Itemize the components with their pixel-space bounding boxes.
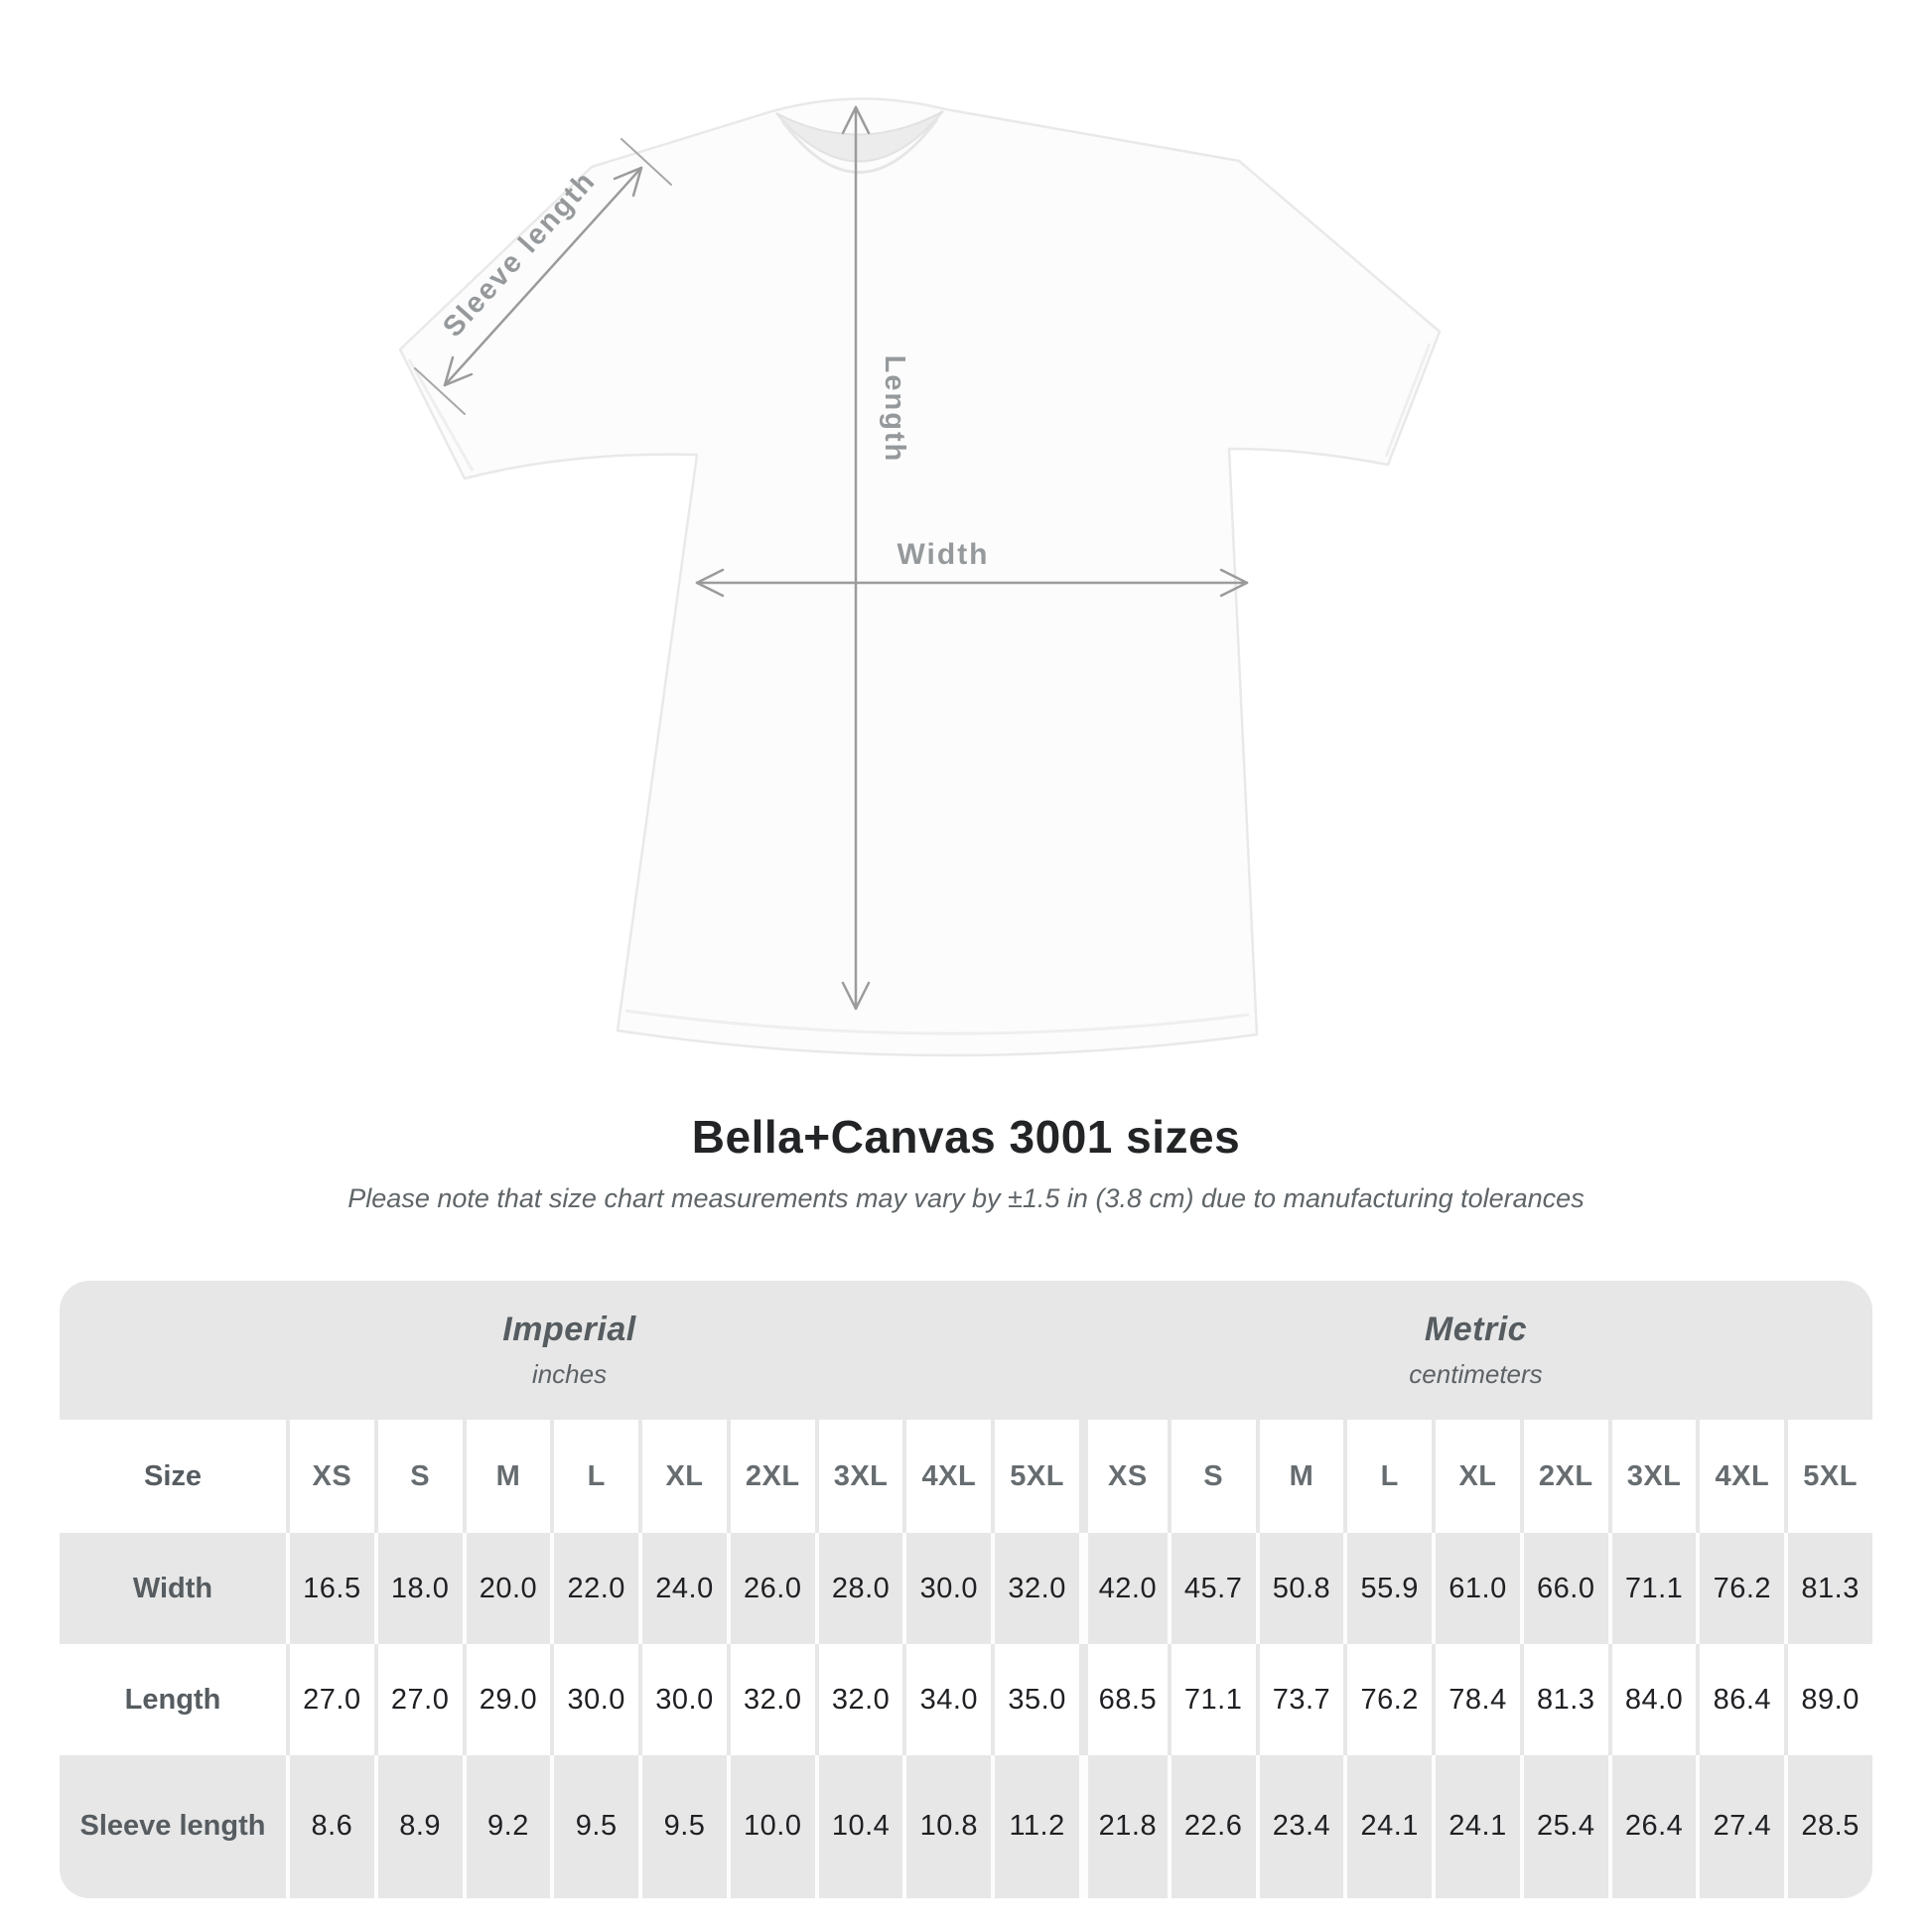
sleeve-metric-4xl: 27.4 <box>1696 1755 1784 1898</box>
size-header-imperial-3xl: 3XL <box>815 1420 903 1533</box>
sleeve-metric-m: 23.4 <box>1256 1755 1344 1898</box>
tshirt-outline <box>400 98 1440 1055</box>
width-imperial-xs: 16.5 <box>286 1533 374 1644</box>
size-header-metric-l: L <box>1343 1420 1432 1533</box>
width-row-label: Width <box>60 1533 286 1644</box>
width-label: Width <box>897 538 990 571</box>
size-header-imperial-5xl: 5XL <box>991 1420 1079 1533</box>
width-imperial-3xl: 28.0 <box>815 1533 903 1644</box>
width-metric-3xl: 71.1 <box>1608 1533 1697 1644</box>
metric-section-unit: centimeters <box>1409 1359 1543 1389</box>
sleeve-imperial-m: 9.2 <box>463 1755 551 1898</box>
sleeve-metric-xl: 24.1 <box>1432 1755 1520 1898</box>
width-metric-5xl: 81.3 <box>1784 1533 1872 1644</box>
sleeve-metric-l: 24.1 <box>1343 1755 1432 1898</box>
sleeve-imperial-xl: 9.5 <box>638 1755 727 1898</box>
page-title: Bella+Canvas 3001 sizes <box>691 1111 1241 1163</box>
length-imperial-3xl: 32.0 <box>815 1644 903 1755</box>
width-metric-l: 55.9 <box>1343 1533 1432 1644</box>
size-header-metric-m: M <box>1256 1420 1344 1533</box>
sleeve-metric-xs: 21.8 <box>1079 1755 1168 1898</box>
sleeve-row-label: Sleeve length <box>60 1755 286 1898</box>
imperial-section-unit: inches <box>531 1359 608 1389</box>
size-table <box>60 1281 1872 1898</box>
sleeve-metric-2xl: 25.4 <box>1520 1755 1608 1898</box>
length-metric-s: 71.1 <box>1168 1644 1256 1755</box>
size-header-imperial-2xl: 2XL <box>727 1420 815 1533</box>
sleeve-imperial-s: 8.9 <box>374 1755 463 1898</box>
length-imperial-5xl: 35.0 <box>991 1644 1079 1755</box>
length-metric-m: 73.7 <box>1256 1644 1344 1755</box>
width-metric-m: 50.8 <box>1256 1533 1344 1644</box>
size-header-imperial-xl: XL <box>638 1420 727 1533</box>
width-metric-xs: 42.0 <box>1079 1533 1168 1644</box>
length-row-label: Length <box>60 1644 286 1755</box>
length-imperial-2xl: 32.0 <box>727 1644 815 1755</box>
length-label: Length <box>879 354 910 464</box>
sleeve-imperial-4xl: 10.8 <box>902 1755 991 1898</box>
imperial-section-title: Imperial <box>502 1311 636 1348</box>
length-metric-3xl: 84.0 <box>1608 1644 1697 1755</box>
metric-section-header <box>1079 1281 1872 1420</box>
size-header-metric-4xl: 4XL <box>1696 1420 1784 1533</box>
length-metric-xs: 68.5 <box>1079 1644 1168 1755</box>
sleeve-imperial-3xl: 10.4 <box>815 1755 903 1898</box>
size-header-metric-xs: XS <box>1079 1420 1168 1533</box>
sleeve-imperial-xs: 8.6 <box>286 1755 374 1898</box>
width-imperial-l: 22.0 <box>550 1533 638 1644</box>
length-imperial-xs: 27.0 <box>286 1644 374 1755</box>
length-metric-2xl: 81.3 <box>1520 1644 1608 1755</box>
size-header-metric-xl: XL <box>1432 1420 1520 1533</box>
sleeve-imperial-5xl: 11.2 <box>991 1755 1079 1898</box>
width-metric-4xl: 76.2 <box>1696 1533 1784 1644</box>
imperial-section-header <box>60 1281 1079 1420</box>
size-header-imperial-l: L <box>550 1420 638 1533</box>
length-imperial-l: 30.0 <box>550 1644 638 1755</box>
sleeve-length-label: Sleeve length <box>437 165 603 344</box>
size-header-imperial-4xl: 4XL <box>902 1420 991 1533</box>
size-header-metric-3xl: 3XL <box>1608 1420 1697 1533</box>
page-subtitle: Please note that size chart measurements may vary by ±1.5 in (3.8 cm) due to manufacturing tolerances <box>347 1183 1585 1213</box>
sleeve-metric-s: 22.6 <box>1168 1755 1256 1898</box>
width-imperial-5xl: 32.0 <box>991 1533 1079 1644</box>
length-metric-4xl: 86.4 <box>1696 1644 1784 1755</box>
width-imperial-4xl: 30.0 <box>902 1533 991 1644</box>
size-header-metric-5xl: 5XL <box>1784 1420 1872 1533</box>
sleeve-imperial-l: 9.5 <box>550 1755 638 1898</box>
size-header-metric-2xl: 2XL <box>1520 1420 1608 1533</box>
width-metric-xl: 61.0 <box>1432 1533 1520 1644</box>
width-imperial-m: 20.0 <box>463 1533 551 1644</box>
length-imperial-s: 27.0 <box>374 1644 463 1755</box>
length-metric-xl: 78.4 <box>1432 1644 1520 1755</box>
length-metric-5xl: 89.0 <box>1784 1644 1872 1755</box>
length-imperial-m: 29.0 <box>463 1644 551 1755</box>
width-imperial-2xl: 26.0 <box>727 1533 815 1644</box>
length-metric-l: 76.2 <box>1343 1644 1432 1755</box>
metric-section-title: Metric <box>1424 1311 1528 1348</box>
size-header-imperial-s: S <box>374 1420 463 1533</box>
size-row-label: Size <box>60 1420 286 1533</box>
sleeve-metric-5xl: 28.5 <box>1784 1755 1872 1898</box>
size-header-imperial-xs: XS <box>286 1420 374 1533</box>
width-imperial-s: 18.0 <box>374 1533 463 1644</box>
size-header-metric-s: S <box>1168 1420 1256 1533</box>
length-imperial-4xl: 34.0 <box>902 1644 991 1755</box>
width-metric-2xl: 66.0 <box>1520 1533 1608 1644</box>
sleeve-imperial-2xl: 10.0 <box>727 1755 815 1898</box>
size-header-imperial-m: M <box>463 1420 551 1533</box>
width-metric-s: 45.7 <box>1168 1533 1256 1644</box>
sleeve-metric-3xl: 26.4 <box>1608 1755 1697 1898</box>
length-imperial-xl: 30.0 <box>638 1644 727 1755</box>
width-imperial-xl: 24.0 <box>638 1533 727 1644</box>
